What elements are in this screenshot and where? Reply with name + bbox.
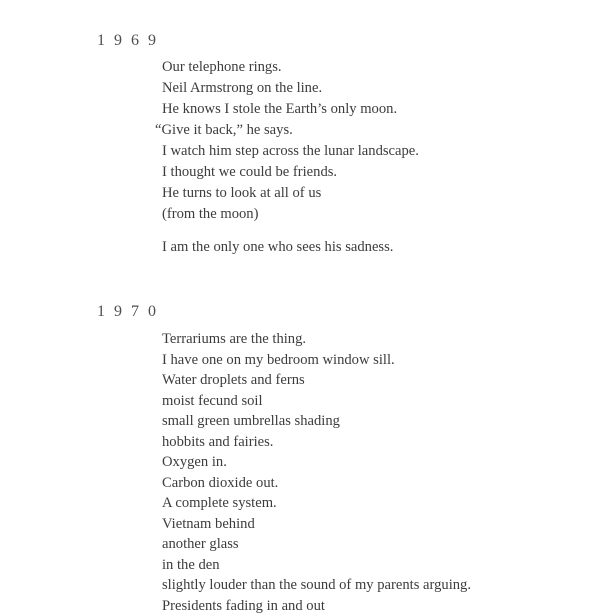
poem-line: He turns to look at all of us — [162, 183, 419, 204]
stanza-1970-first — [162, 329, 471, 616]
poem-line: “Give it back,” he says. — [162, 120, 419, 141]
stanza-1969-second — [162, 237, 393, 258]
poem-line: small green umbrellas shading — [162, 411, 471, 432]
poem-line: Our telephone rings. — [162, 57, 419, 78]
section-heading-1969: 1969 — [97, 31, 165, 50]
poem-line: I watch him step across the lunar landscape. — [162, 141, 419, 162]
poem-line: in the den — [162, 555, 471, 576]
poem-line: A complete system. — [162, 493, 471, 514]
poem-line: I have one on my bedroom window sill. — [162, 350, 471, 371]
poem-line: Terrariums are the thing. — [162, 329, 471, 350]
poem-line: He knows I stole the Earth’s only moon. — [162, 99, 419, 120]
poem-line: (from the moon) — [162, 204, 419, 225]
poem-line: moist fecund soil — [162, 391, 471, 412]
poem-line: I am the only one who sees his sadness. — [162, 237, 393, 258]
poem-line: Oxygen in. — [162, 452, 471, 473]
poem-line: another glass — [162, 534, 471, 555]
stanza-1969-first — [162, 57, 419, 225]
poem-line: Carbon dioxide out. — [162, 473, 471, 494]
section-heading-1970: 1970 — [97, 302, 165, 321]
poem-line: Water droplets and ferns — [162, 370, 471, 391]
poem-line: Vietnam behind — [162, 514, 471, 535]
poem-line: hobbits and fairies. — [162, 432, 471, 453]
poem-line: I thought we could be friends. — [162, 162, 419, 183]
poem-line: slightly louder than the sound of my parents arguing. — [162, 575, 471, 596]
poem-line: Presidents fading in and out — [162, 596, 471, 616]
poem-line: Neil Armstrong on the line. — [162, 78, 419, 99]
